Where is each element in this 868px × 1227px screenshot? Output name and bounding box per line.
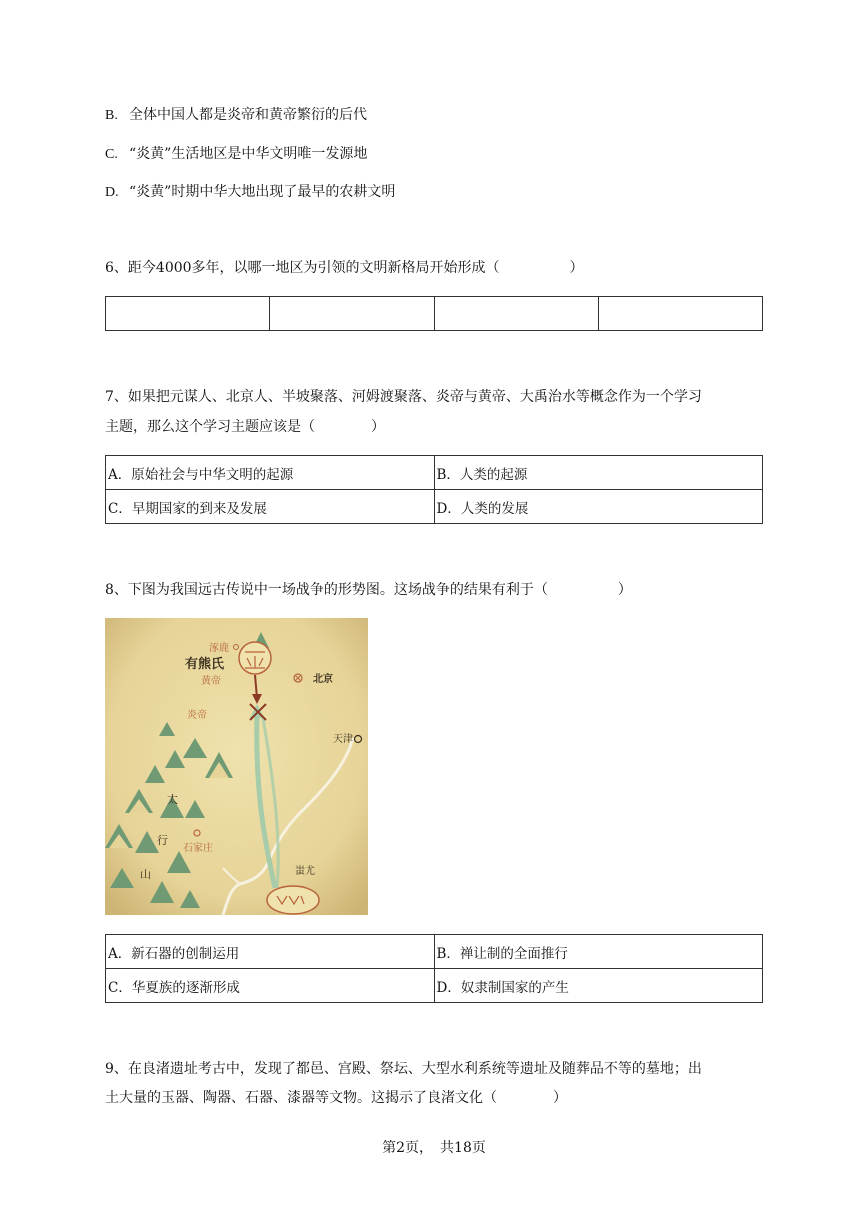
q7-option-c: C．早期国家的到来及发展 (106, 490, 435, 524)
page-footer: 第2页， 共18页 (382, 1140, 486, 1156)
q8-option-a: A．新石器的创制运用 (106, 935, 435, 969)
label-chiyou: 蚩尤 (295, 866, 315, 877)
q7-stem-line1: 7、如果把元谋人、北京人、半坡聚落、河姆渡聚落、炎帝与黄帝、大禹治水等概念作为一个学习 (105, 389, 702, 405)
q8-option-c: C．华夏族的逐渐形成 (106, 969, 435, 1003)
battle-map (105, 618, 368, 915)
label-shan: 山 (140, 868, 151, 881)
q5-option-c: C. “炎黄”生活地区是中华文明唯一发源地 (105, 146, 368, 162)
q8-options-table (105, 934, 763, 1003)
q7-option-a: A．原始社会与中华文明的起源 (106, 456, 435, 490)
label-tianjin: 天津 (333, 734, 353, 745)
q5-option-d: D. “炎黄”时期中华大地出现了最早的农耕文明 (105, 184, 396, 200)
label-hang: 行 (157, 834, 168, 847)
label-tai: 太 (167, 793, 178, 806)
q8-option-d: D．奴隶制国家的产生 (434, 969, 763, 1003)
q8-stem: 8、下图为我国远古传说中一场战争的形势图。这场战争的结果有利于（ ） (105, 582, 632, 598)
q7-option-d: D．人类的发展 (434, 490, 763, 524)
q7-stem-line2: 主题，那么这个学习主题应该是（ ） (105, 419, 385, 435)
q8-option-b: B．禅让制的全面推行 (434, 935, 763, 969)
chiyou-tribe-symbol (267, 886, 319, 914)
q6-options-table (105, 296, 763, 331)
label-zhuolu: 涿鹿 (209, 643, 229, 654)
q6-stem: 6、距今4000多年，以哪一地区为引领的文明新格局开始形成（ ） (105, 260, 584, 276)
q7-options-table (105, 455, 763, 524)
q5-option-b: B. 全体中国人都是炎帝和黄帝繁衍的后代 (105, 107, 367, 123)
label-yandi: 炎帝 (187, 710, 207, 721)
q9-stem-line1: 9、在良渚遗址考古中，发现了都邑、宫殿、祭坛、大型水利系统等遗址及随葬品不等的墓地；出 (105, 1061, 702, 1077)
battle-map-svg (105, 618, 368, 915)
q6-option-cell (598, 297, 762, 331)
label-youxiong: 有熊氏 (185, 657, 225, 672)
label-shijiazhuang: 石家庄 (183, 843, 213, 854)
q6-option-cell (106, 297, 270, 331)
label-huangdi: 黄帝 (201, 676, 221, 687)
q7-option-b: B．人类的起源 (434, 456, 763, 490)
q9-stem-line2: 土大量的玉器、陶器、石器、漆器等文物。这揭示了良渚文化（ ） (105, 1090, 567, 1106)
q6-option-cell (270, 297, 434, 331)
q6-option-cell (434, 297, 598, 331)
label-beijing: 北京 (313, 674, 333, 685)
